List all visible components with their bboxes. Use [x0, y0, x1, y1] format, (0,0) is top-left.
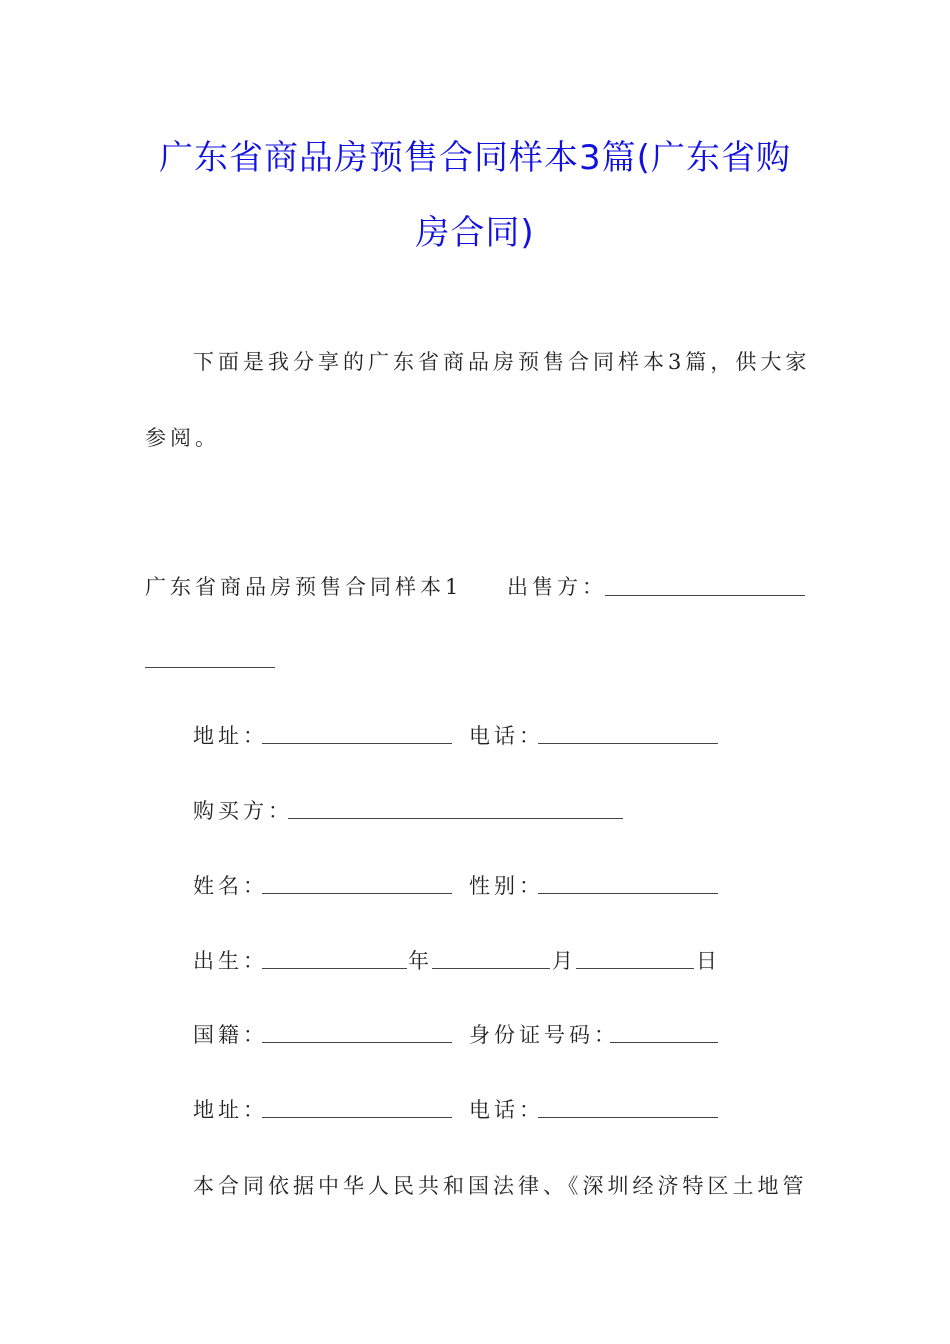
intro-paragraph-line2: 参阅。: [145, 426, 220, 450]
address-blank: [262, 743, 452, 744]
month-label: 月: [552, 949, 577, 973]
seller-label: 出售方：: [507, 575, 607, 599]
id-number-blank: [610, 1042, 718, 1043]
nationality-blank: [262, 1042, 452, 1043]
phone-blank: [538, 743, 718, 744]
day-label: 日: [696, 949, 721, 973]
seller-blank: [605, 595, 805, 596]
birth-month-blank: [432, 968, 550, 969]
address2-blank: [262, 1117, 452, 1118]
section-heading: 广东省商品房预售合同样本1: [145, 575, 463, 599]
seller-blank-continued: [145, 667, 275, 668]
buyer-blank: [288, 818, 623, 819]
name-blank: [262, 893, 452, 894]
address-label: 地址：: [193, 724, 268, 748]
phone-label: 电话：: [469, 724, 544, 748]
birth-day-blank: [576, 968, 694, 969]
document-title-line1: 广东省商品房预售合同样本3篇(广东省购: [159, 138, 791, 178]
intro-paragraph-line1: 下面是我分享的广东省商品房预售合同样本3篇，供大家: [193, 350, 811, 374]
address2-label: 地址：: [193, 1098, 268, 1122]
body-paragraph-line1: 本合同依据中华人民共和国法律、《深圳经济特区土地管: [193, 1174, 808, 1198]
year-label: 年: [408, 949, 433, 973]
gender-blank: [538, 893, 718, 894]
nationality-label: 国籍：: [193, 1023, 268, 1047]
phone2-blank: [538, 1117, 718, 1118]
document-title-line2: 房合同): [415, 213, 535, 253]
phone2-label: 电话：: [469, 1098, 544, 1122]
buyer-label: 购买方：: [193, 799, 293, 823]
birth-year-blank: [262, 968, 407, 969]
id-number-label: 身份证号码：: [469, 1023, 619, 1047]
birth-label: 出生：: [193, 949, 268, 973]
name-label: 姓名：: [193, 874, 268, 898]
gender-label: 性别：: [469, 874, 544, 898]
